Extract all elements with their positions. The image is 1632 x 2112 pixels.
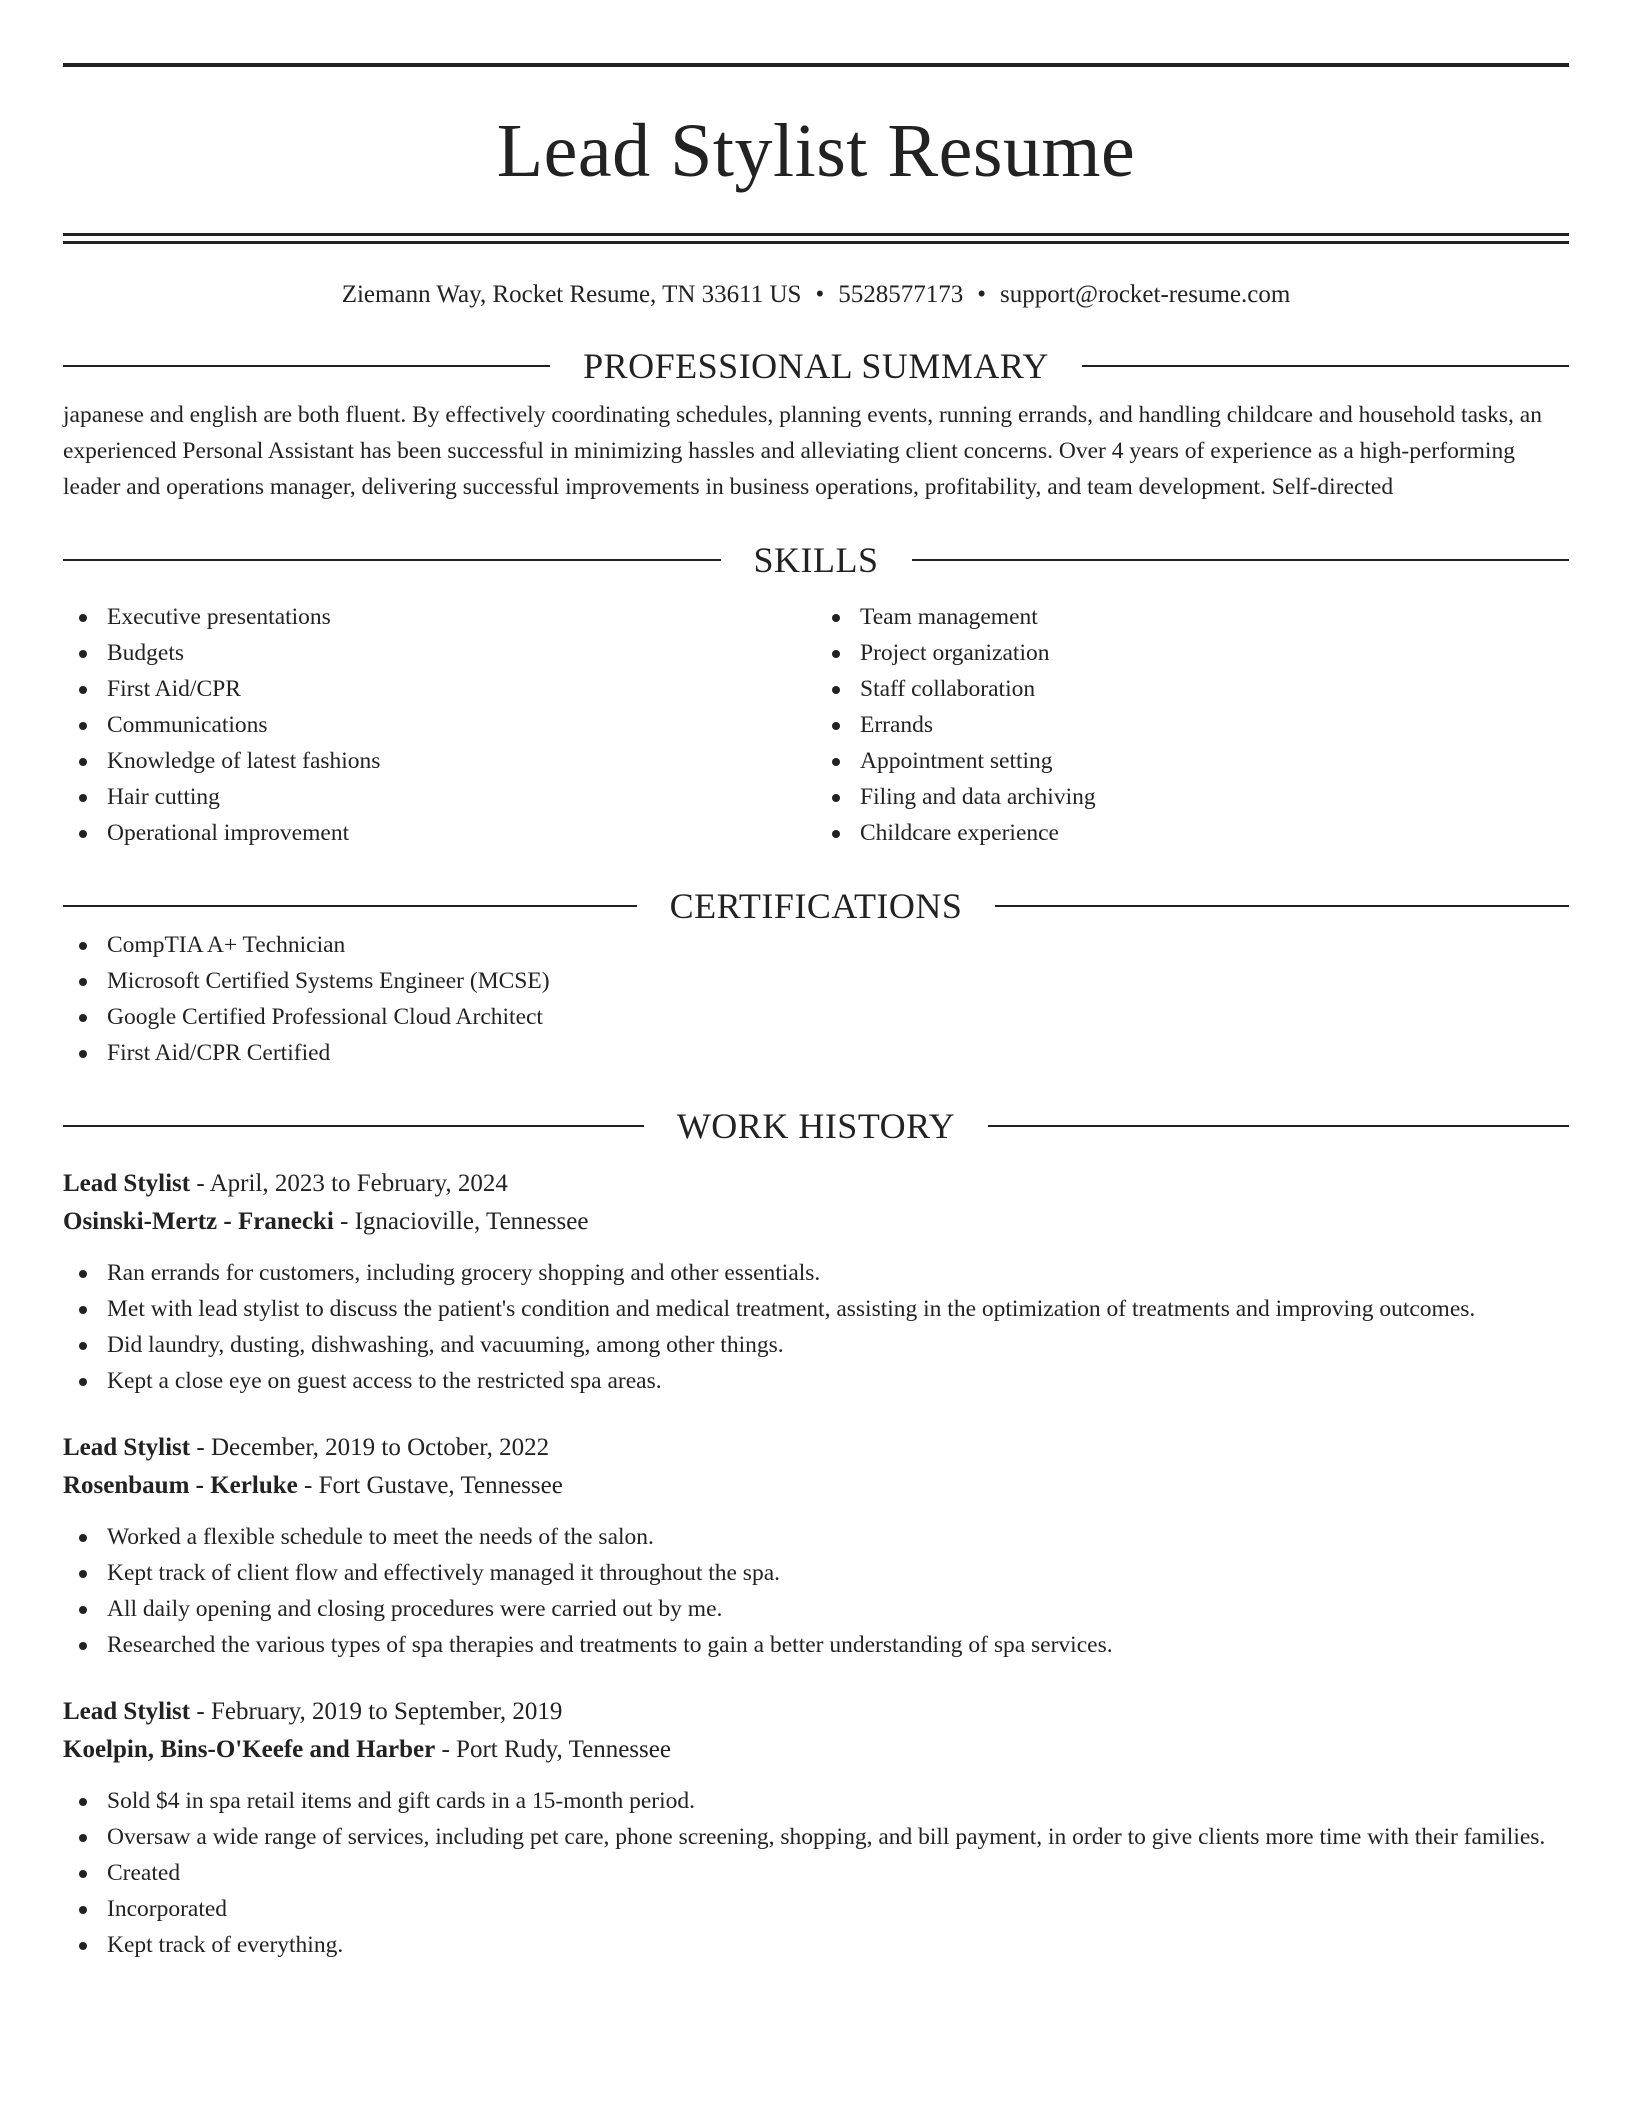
skill-item: Project organization bbox=[816, 635, 1569, 671]
job-duties bbox=[63, 1519, 1569, 1663]
job-duty-item: Worked a flexible schedule to meet the needs of the salon. bbox=[63, 1519, 1569, 1555]
job-duty-item: Oversaw a wide range of services, including pet care, phone screening, shopping, and bill payment, in order to give clients more time with their families. bbox=[63, 1819, 1569, 1855]
heading-rule-right bbox=[988, 1125, 1569, 1127]
contact-phone: 5528577173 bbox=[838, 281, 964, 308]
job-duties bbox=[63, 1783, 1569, 1963]
job-title-line: Lead Stylist - December, 2019 to October, 2022 bbox=[63, 1434, 550, 1461]
summary-text: japanese and english are both fluent. By effectively coordinating schedules, planning events, running errands, and handling childcare and household tasks, an experienced Personal Assistant has been successful in minimizing hassles and alleviating client concerns. Over 4 years of experience as a high-performing leader and operations manager, delivering successful improvements in business operations, profitability, and team development. Self-directed bbox=[63, 402, 1542, 500]
job-duty-item: Incorporated bbox=[63, 1891, 1569, 1927]
job-entry bbox=[63, 1693, 1569, 1963]
job-title-line: Lead Stylist - February, 2019 to September, 2019 bbox=[63, 1698, 563, 1725]
job-location: Fort Gustave, Tennessee bbox=[318, 1472, 563, 1499]
heading-rule-right bbox=[912, 559, 1570, 561]
skills-heading bbox=[63, 539, 1569, 581]
summary-heading-label: PROFESSIONAL SUMMARY bbox=[583, 346, 1049, 386]
heading-rule-left bbox=[63, 559, 721, 561]
contact-separator: • bbox=[977, 281, 986, 308]
job-dates: December, 2019 to October, 2022 bbox=[210, 1434, 550, 1461]
work-history-heading-label: WORK HISTORY bbox=[676, 1106, 956, 1146]
skill-item: Knowledge of latest fashions bbox=[63, 743, 816, 779]
certification-item: First Aid/CPR Certified bbox=[63, 1035, 1569, 1071]
job-company-line: Rosenbaum - Kerluke - Fort Gustave, Tennessee bbox=[63, 1472, 563, 1499]
skill-item: Appointment setting bbox=[816, 743, 1569, 779]
skill-item: Staff collaboration bbox=[816, 671, 1569, 707]
contact-separator: • bbox=[815, 281, 825, 308]
skill-item: Executive presentations bbox=[63, 599, 816, 635]
heading-rule-left bbox=[63, 1125, 644, 1127]
job-duty-item: Met with lead stylist to discuss the patient's condition and medical treatment, assisting in the optimization of treatments and improving outcomes. bbox=[63, 1291, 1569, 1327]
job-duties bbox=[63, 1255, 1569, 1399]
skill-item: First Aid/CPR bbox=[63, 671, 816, 707]
summary-heading bbox=[63, 345, 1569, 387]
job-duty-item: Ran errands for customers, including grocery shopping and other essentials. bbox=[63, 1255, 1569, 1291]
job-role: Lead Stylist bbox=[63, 1698, 191, 1725]
skill-item: Childcare experience bbox=[816, 815, 1569, 851]
job-duty-item: Did laundry, dusting, dishwashing, and vacuuming, among other things. bbox=[63, 1327, 1569, 1363]
job-duty-item: Researched the various types of spa therapies and treatments to gain a better understanding of spa services. bbox=[63, 1627, 1569, 1663]
job-dates: February, 2019 to September, 2019 bbox=[210, 1698, 563, 1725]
job-duty-item: All daily opening and closing procedures were carried out by me. bbox=[63, 1591, 1569, 1627]
job-entry bbox=[63, 1429, 1569, 1663]
job-location: Port Rudy, Tennessee bbox=[456, 1736, 671, 1763]
top-rule bbox=[63, 63, 1569, 67]
heading-rule-right bbox=[995, 905, 1569, 907]
skills-list bbox=[63, 599, 1569, 851]
certifications-list bbox=[63, 927, 1569, 1071]
skill-item: Team management bbox=[816, 599, 1569, 635]
certifications-heading-label: CERTIFICATIONS bbox=[669, 886, 963, 926]
skill-item: Hair cutting bbox=[63, 779, 816, 815]
job-company: Koelpin, Bins-O'Keefe and Harber bbox=[63, 1736, 436, 1763]
certification-item: Google Certified Professional Cloud Architect bbox=[63, 999, 1569, 1035]
job-dates: April, 2023 to February, 2024 bbox=[209, 1170, 508, 1197]
job-duty-item: Kept track of everything. bbox=[63, 1927, 1569, 1963]
contact-email: support@rocket-resume.com bbox=[999, 281, 1291, 308]
job-duty-item: Kept a close eye on guest access to the restricted spa areas. bbox=[63, 1363, 1569, 1399]
job-role: Lead Stylist bbox=[63, 1170, 191, 1197]
job-company: Rosenbaum - Kerluke bbox=[63, 1472, 298, 1499]
contact-line bbox=[63, 279, 1569, 311]
job-company-line: Koelpin, Bins-O'Keefe and Harber - Port Rudy, Tennessee bbox=[63, 1736, 671, 1763]
job-entry bbox=[63, 1165, 1569, 1399]
skills-column-left bbox=[63, 599, 816, 851]
skills-column-right bbox=[816, 599, 1569, 851]
certification-item: CompTIA A+ Technician bbox=[63, 927, 1569, 963]
work-history-heading bbox=[63, 1105, 1569, 1147]
job-duty-item: Created bbox=[63, 1855, 1569, 1891]
skills-heading-label: SKILLS bbox=[753, 540, 879, 580]
job-title-line: Lead Stylist - April, 2023 to February, 2024 bbox=[63, 1170, 508, 1197]
certification-item: Microsoft Certified Systems Engineer (MCSE) bbox=[63, 963, 1569, 999]
contact-address: Ziemann Way, Rocket Resume, TN 33611 US bbox=[341, 281, 802, 308]
heading-rule-right bbox=[1082, 365, 1569, 367]
job-company-line: Osinski-Mertz - Franecki - Ignacioville, Tennessee bbox=[63, 1208, 589, 1235]
heading-rule-left bbox=[63, 905, 637, 907]
skill-item: Filing and data archiving bbox=[816, 779, 1569, 815]
certifications-heading bbox=[63, 885, 1569, 927]
job-location: Ignacioville, Tennessee bbox=[354, 1208, 589, 1235]
skill-item: Errands bbox=[816, 707, 1569, 743]
skill-item: Operational improvement bbox=[63, 815, 816, 851]
job-duty-item: Sold $4 in spa retail items and gift cards in a 15-month period. bbox=[63, 1783, 1569, 1819]
skill-item: Communications bbox=[63, 707, 816, 743]
job-company: Osinski-Mertz - Franecki bbox=[63, 1208, 334, 1235]
page-title: Lead Stylist Resume bbox=[496, 109, 1136, 193]
skill-item: Budgets bbox=[63, 635, 816, 671]
job-role: Lead Stylist bbox=[63, 1434, 191, 1461]
title-double-rule bbox=[63, 233, 1569, 244]
job-duty-item: Kept track of client flow and effectively managed it throughout the spa. bbox=[63, 1555, 1569, 1591]
heading-rule-left bbox=[63, 365, 550, 367]
